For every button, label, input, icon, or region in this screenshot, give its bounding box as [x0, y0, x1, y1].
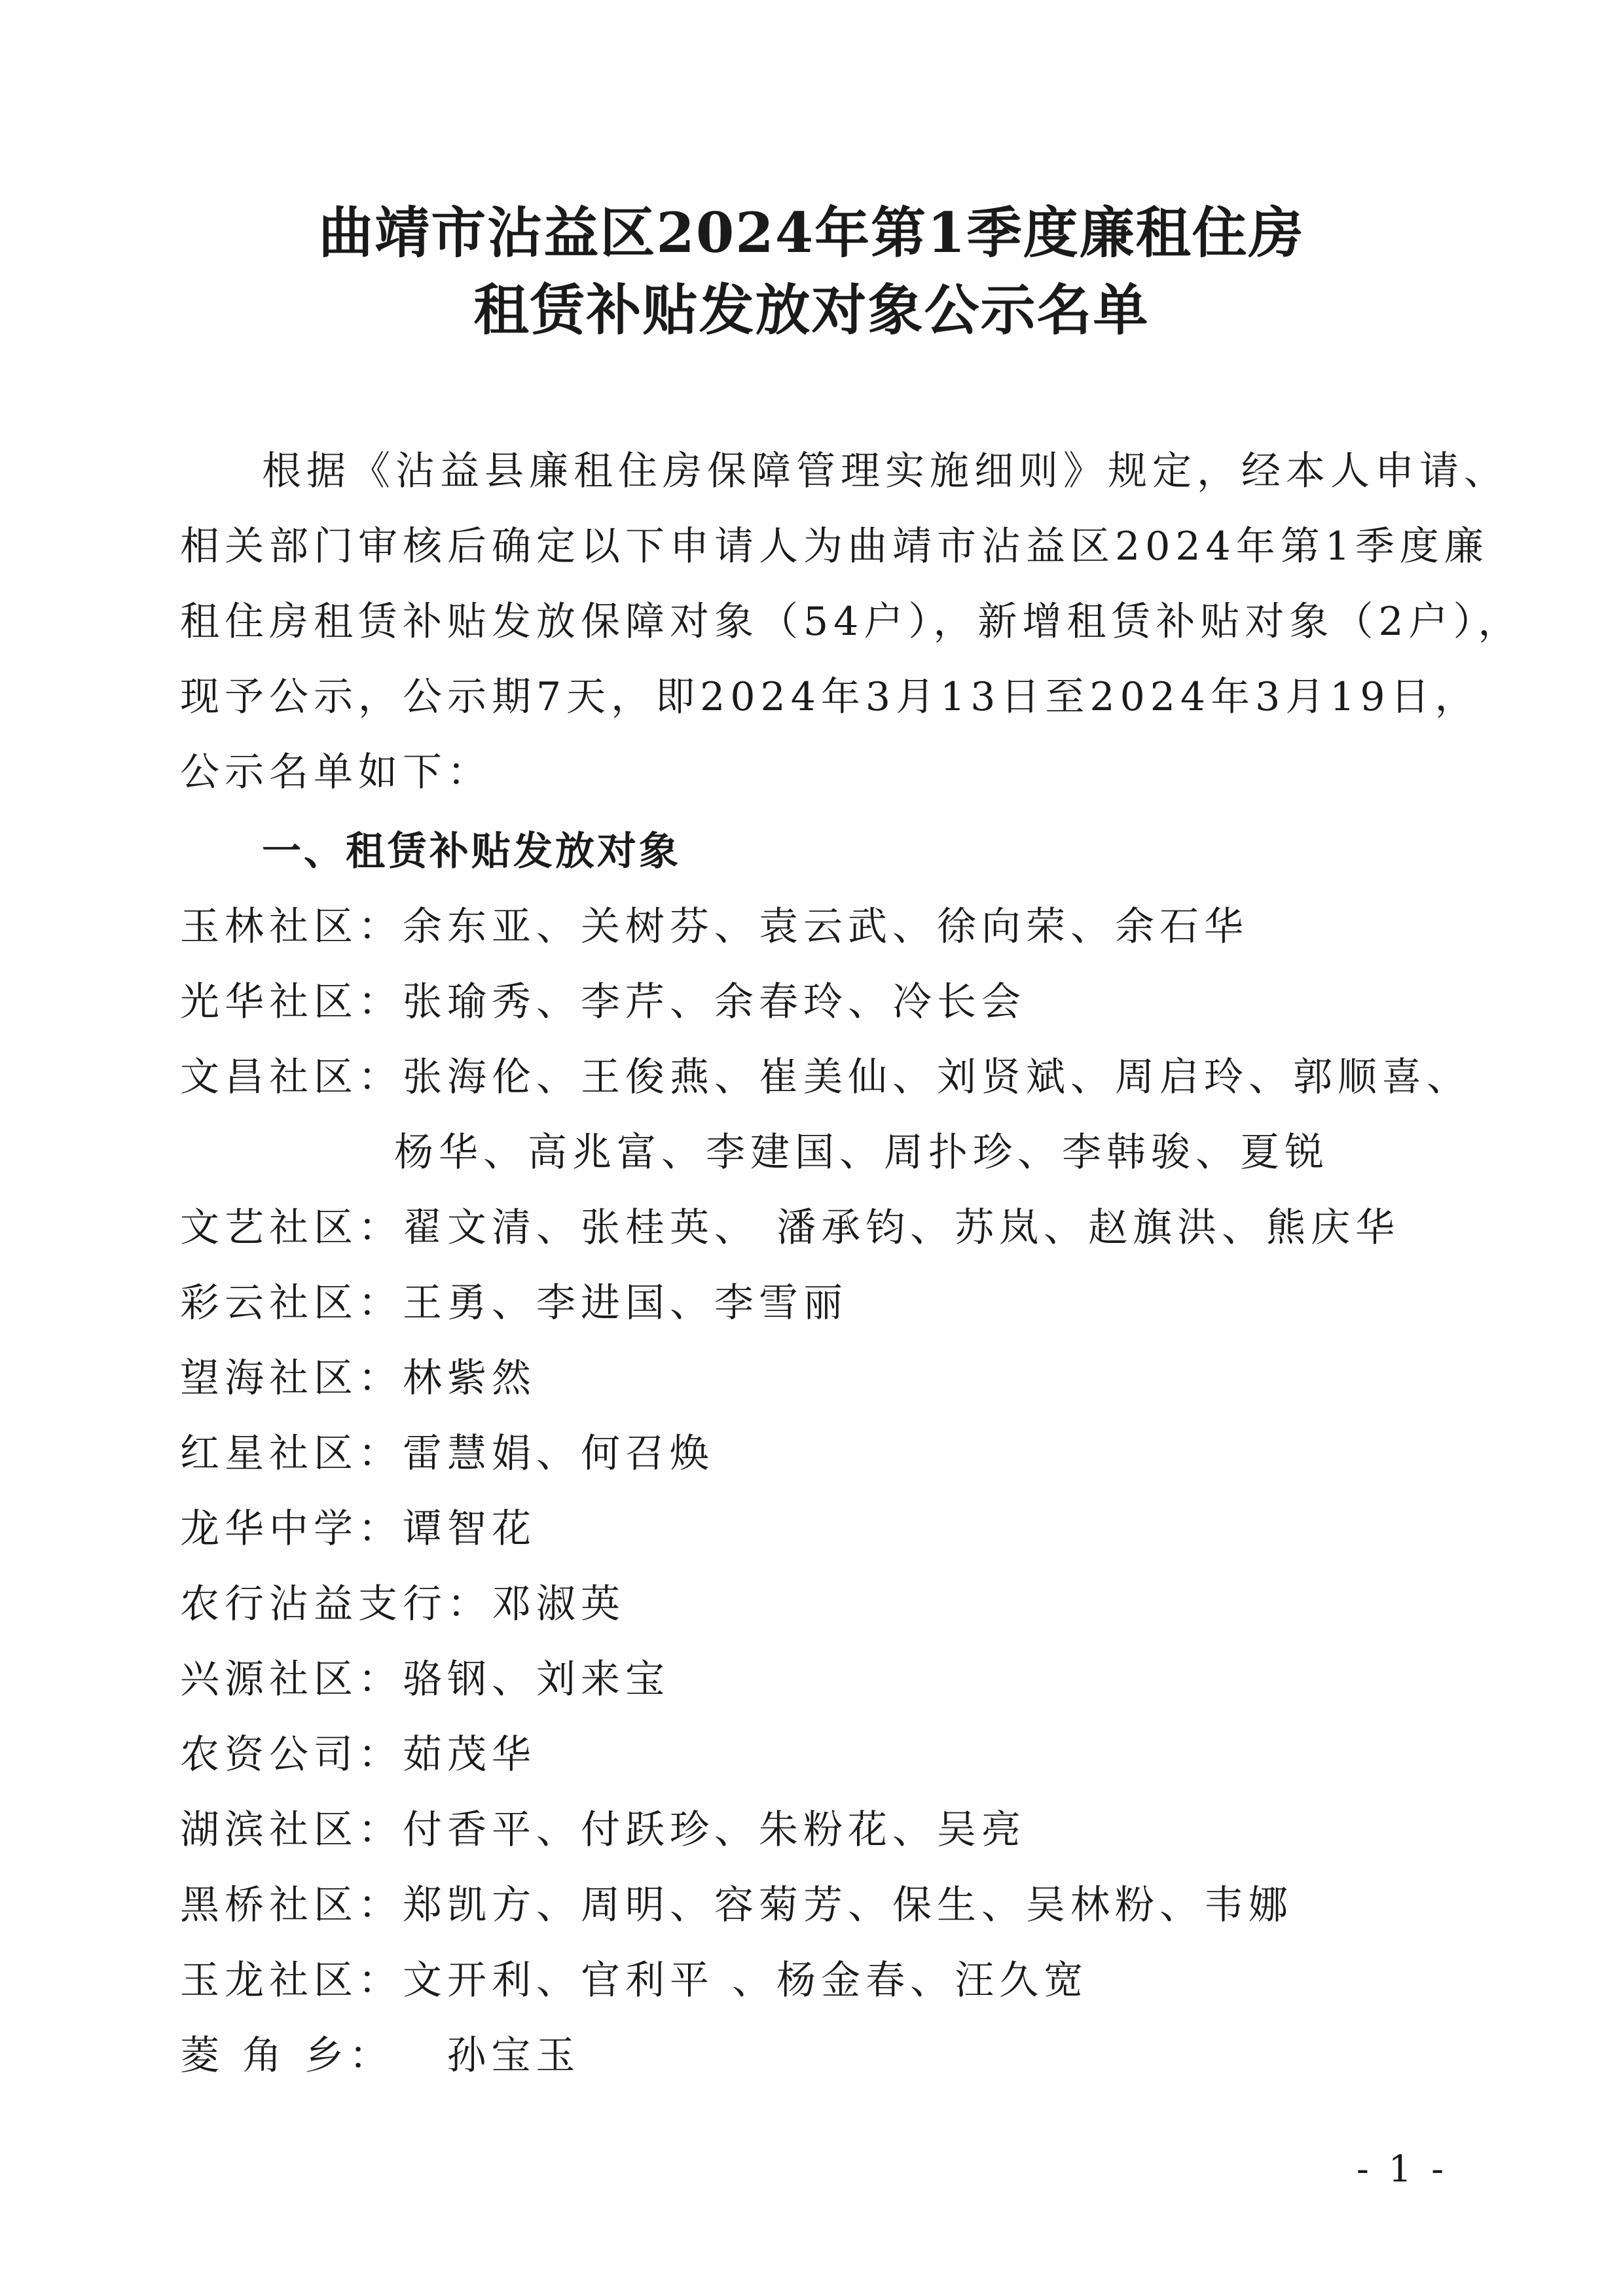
intro-line: 相关部门审核后确定以下申请人为曲靖市沾益区2024年第1季度廉 [180, 524, 1489, 569]
list-item [180, 1196, 1400, 1253]
recipient-names: 张瑜秀、李芹、余春玲、冷长会 [403, 979, 1026, 1025]
community-name: 文艺社区： [180, 1205, 403, 1251]
recipient-names: 孙宝玉 [393, 2033, 581, 2079]
list-item [180, 1874, 1293, 1930]
intro-line: 根据《沾益县廉租住房保障管理实施细则》规定，经本人申请、 [262, 448, 1508, 494]
recipient-names: 张海伦、王俊燕、崔美仙、刘贤斌、周启玲、郭顺喜、 [403, 1054, 1471, 1100]
document-title-line-2: 租赁补贴发放对象公示名单 [473, 278, 1150, 342]
list-item [180, 971, 1026, 1027]
recipient-names: 林紫然 [403, 1355, 536, 1401]
list-item [180, 1498, 536, 1554]
recipient-names: 邓淑英 [492, 1581, 625, 1627]
community-name: 彩云社区： [180, 1280, 403, 1326]
page-number: - 1 - [1356, 2148, 1448, 2191]
recipient-names: 王勇、李进国、李雪丽 [403, 1280, 848, 1326]
list-item [180, 1949, 1088, 2005]
community-name: 望海社区： [180, 1355, 403, 1401]
recipient-names-continuation: 杨华、高兆富、李建国、周扑珍、李韩骏、夏锐 [394, 1130, 1329, 1175]
intro-line: 公示名单如下： [180, 749, 492, 795]
community-name: 黑桥社区： [180, 1882, 403, 1928]
list-item [180, 1347, 536, 1403]
recipient-names: 付香平、付跃珍、朱粉花、吴亮 [403, 1807, 1026, 1853]
recipient-names: 文开利、官利平 、杨金春、汪久宽 [403, 1958, 1089, 2003]
community-name: 玉林社区： [180, 904, 403, 950]
list-item [180, 1573, 625, 1629]
recipient-names: 郑凯方、周明、容菊芳、保生、吴林粉、韦娜 [403, 1882, 1293, 1928]
intro-line: 租住房租赁补贴发放保障对象（54户），新增租赁补贴对象（2户）， [180, 599, 1523, 645]
recipient-names: 余东亚、关树芬、袁云武、徐向荣、余石华 [403, 904, 1249, 950]
community-name: 菱 角 乡： [180, 2033, 394, 2079]
community-name: 兴源社区： [180, 1657, 403, 1702]
recipient-names: 雷慧娟、何召焕 [403, 1431, 714, 1477]
list-item [180, 1422, 714, 1479]
community-name: 红星社区： [180, 1431, 403, 1477]
community-name: 光华社区： [180, 979, 403, 1025]
list-item [180, 1272, 848, 1328]
recipient-names: 翟文清、张桂英、 潘承钧、苏岚、赵旗洪、熊庆华 [403, 1205, 1400, 1251]
section-heading: 一、租赁补贴发放对象 [262, 829, 681, 874]
list-item [180, 2024, 580, 2081]
recipient-names: 茹茂华 [403, 1732, 536, 1778]
community-name: 农资公司： [180, 1732, 403, 1778]
community-name: 湖滨社区： [180, 1807, 403, 1853]
community-name: 农行沾益支行： [180, 1581, 492, 1627]
community-name: 玉龙社区： [180, 1958, 403, 2003]
community-name: 文昌社区： [180, 1054, 403, 1100]
recipient-names: 谭智花 [403, 1506, 536, 1552]
list-item [180, 1648, 670, 1704]
community-name: 龙华中学： [180, 1506, 403, 1552]
list-item [180, 895, 1249, 952]
intro-line: 现予公示，公示期7天，即2024年3月13日至2024年3月19日， [180, 674, 1480, 720]
list-item [180, 1046, 1471, 1102]
recipient-names: 骆钢、刘来宝 [403, 1657, 670, 1702]
list-item [180, 1799, 1026, 1855]
list-item [180, 1723, 536, 1780]
document-title-line-1: 曲靖市沾益区2024年第1季度廉租住房 [318, 200, 1305, 265]
